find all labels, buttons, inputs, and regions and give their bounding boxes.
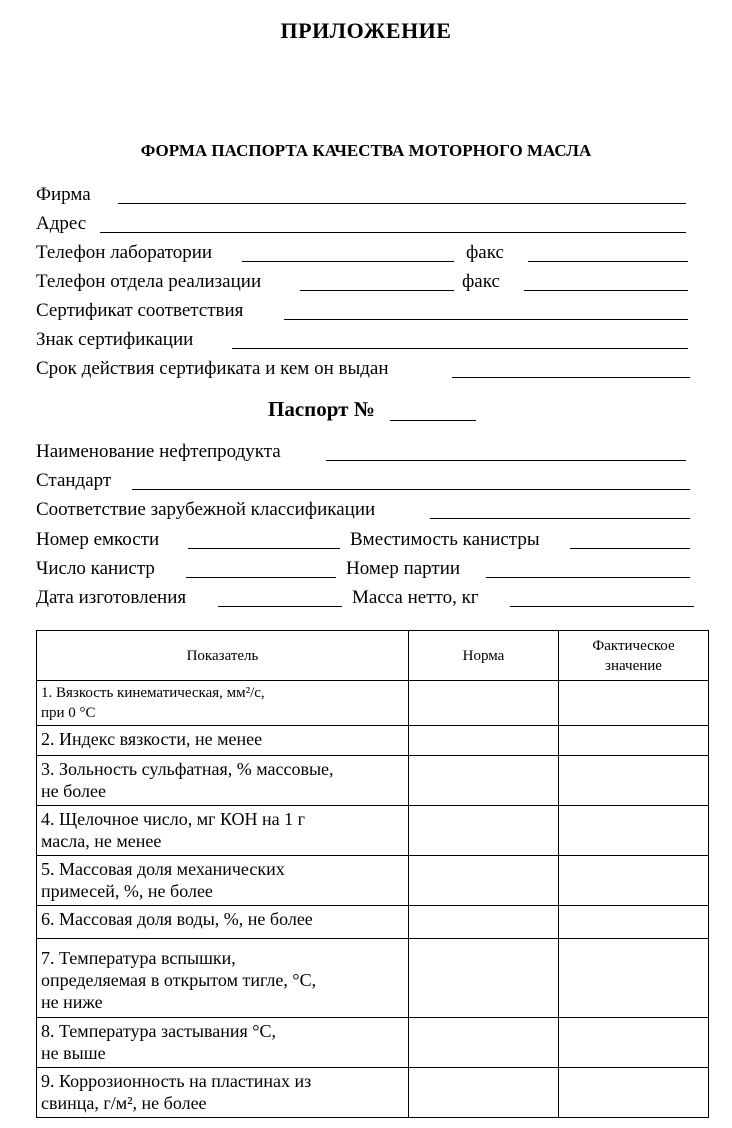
actual-value-cell[interactable] bbox=[559, 726, 709, 756]
net-mass-label: Масса нетто, кг bbox=[352, 587, 479, 608]
tank-number-field[interactable] bbox=[188, 548, 340, 549]
indicator-cell: 7. Температура вспышки, определяемая в открытом тигле, °С, не ниже bbox=[37, 939, 409, 1018]
norm-cell[interactable] bbox=[409, 906, 559, 939]
norm-cell[interactable] bbox=[409, 1018, 559, 1068]
product-name-label: Наименование нефтепродукта bbox=[36, 441, 281, 462]
actual-value-cell[interactable] bbox=[559, 806, 709, 856]
lab-fax-field[interactable] bbox=[528, 261, 688, 262]
manufacture-date-field[interactable] bbox=[218, 606, 342, 607]
standard-label: Стандарт bbox=[36, 470, 112, 491]
firm-field[interactable] bbox=[118, 203, 686, 204]
manufacture-date-label: Дата изготовления bbox=[36, 587, 187, 608]
cert-mark-field[interactable] bbox=[232, 348, 688, 349]
actual-value-cell[interactable] bbox=[559, 1068, 709, 1118]
norm-cell[interactable] bbox=[409, 939, 559, 1018]
actual-value-cell[interactable] bbox=[559, 756, 709, 806]
appendix-title: ПРИЛОЖЕНИЕ bbox=[280, 18, 452, 43]
indicator-column-header: Показатель bbox=[37, 631, 409, 681]
actual-column-header: Фактическое значение bbox=[559, 631, 709, 681]
table-row bbox=[37, 1068, 709, 1118]
norm-cell[interactable] bbox=[409, 856, 559, 906]
actual-value-cell[interactable] bbox=[559, 939, 709, 1018]
net-mass-field[interactable] bbox=[510, 606, 694, 607]
canister-capacity-label: Вместимость канистры bbox=[350, 529, 540, 550]
table-row bbox=[37, 1018, 709, 1068]
indicator-cell: 9. Коррозионность на пластинах из свинца, г/м², не более bbox=[37, 1068, 409, 1118]
norm-cell[interactable] bbox=[409, 726, 559, 756]
indicator-cell: 1. Вязкость кинематическая, мм²/с, при 0 °С bbox=[37, 681, 409, 726]
actual-value-cell[interactable] bbox=[559, 681, 709, 726]
passport-number-title: Паспорт № bbox=[268, 397, 375, 421]
indicator-cell: 8. Температура застывания °С, не выше bbox=[37, 1018, 409, 1068]
form-title: ФОРМА ПАСПОРТА КАЧЕСТВА МОТОРНОГО МАСЛА bbox=[140, 141, 592, 160]
indicator-cell: 6. Массовая доля воды, %, не более bbox=[37, 906, 409, 939]
norm-cell[interactable] bbox=[409, 756, 559, 806]
lab-phone-label: Телефон лаборатории bbox=[36, 242, 213, 263]
table-row bbox=[37, 906, 709, 939]
table-header-row bbox=[37, 631, 709, 681]
table-row bbox=[37, 856, 709, 906]
canister-capacity-field[interactable] bbox=[570, 548, 690, 549]
passport-number-field[interactable] bbox=[390, 420, 476, 421]
cert-validity-label: Срок действия сертификата и кем он выдан bbox=[36, 358, 389, 379]
product-name-field[interactable] bbox=[326, 460, 686, 461]
firm-label: Фирма bbox=[36, 184, 91, 205]
table-row bbox=[37, 939, 709, 1018]
actual-value-cell[interactable] bbox=[559, 1018, 709, 1068]
canister-count-field[interactable] bbox=[186, 577, 336, 578]
norm-cell[interactable] bbox=[409, 681, 559, 726]
batch-number-field[interactable] bbox=[486, 577, 690, 578]
certificate-label: Сертификат соответствия bbox=[36, 300, 244, 321]
quality-indicators-table bbox=[36, 630, 709, 1118]
table-row bbox=[37, 681, 709, 726]
address-field[interactable] bbox=[100, 232, 686, 233]
actual-value-cell[interactable] bbox=[559, 906, 709, 939]
norm-column-header: Норма bbox=[409, 631, 559, 681]
cert-mark-label: Знак сертификации bbox=[36, 329, 194, 350]
actual-value-cell[interactable] bbox=[559, 856, 709, 906]
address-label: Адрес bbox=[36, 213, 87, 234]
table-row bbox=[37, 756, 709, 806]
indicator-cell: 5. Массовая доля механических примесей, %, не более bbox=[37, 856, 409, 906]
lab-phone-field[interactable] bbox=[242, 261, 454, 262]
sales-phone-label: Телефон отдела реализации bbox=[36, 271, 262, 292]
tank-number-label: Номер емкости bbox=[36, 529, 160, 550]
norm-cell[interactable] bbox=[409, 806, 559, 856]
indicator-cell: 4. Щелочное число, мг КОН на 1 г масла, не менее bbox=[37, 806, 409, 856]
norm-cell[interactable] bbox=[409, 1068, 559, 1118]
sales-fax-label: факс bbox=[462, 271, 500, 292]
table-row bbox=[37, 726, 709, 756]
lab-fax-label: факс bbox=[466, 242, 504, 263]
certificate-field[interactable] bbox=[284, 319, 688, 320]
batch-number-label: Номер партии bbox=[346, 558, 461, 579]
indicator-cell: 2. Индекс вязкости, не менее bbox=[37, 726, 409, 756]
standard-field[interactable] bbox=[132, 489, 690, 490]
table-row bbox=[37, 806, 709, 856]
cert-validity-field[interactable] bbox=[452, 377, 690, 378]
foreign-class-field[interactable] bbox=[430, 518, 690, 519]
sales-fax-field[interactable] bbox=[524, 290, 688, 291]
foreign-class-label: Соответствие зарубежной классификации bbox=[36, 499, 376, 520]
canister-count-label: Число канистр bbox=[36, 558, 155, 579]
sales-phone-field[interactable] bbox=[300, 290, 454, 291]
indicator-cell: 3. Зольность сульфатная, % массовые, не более bbox=[37, 756, 409, 806]
